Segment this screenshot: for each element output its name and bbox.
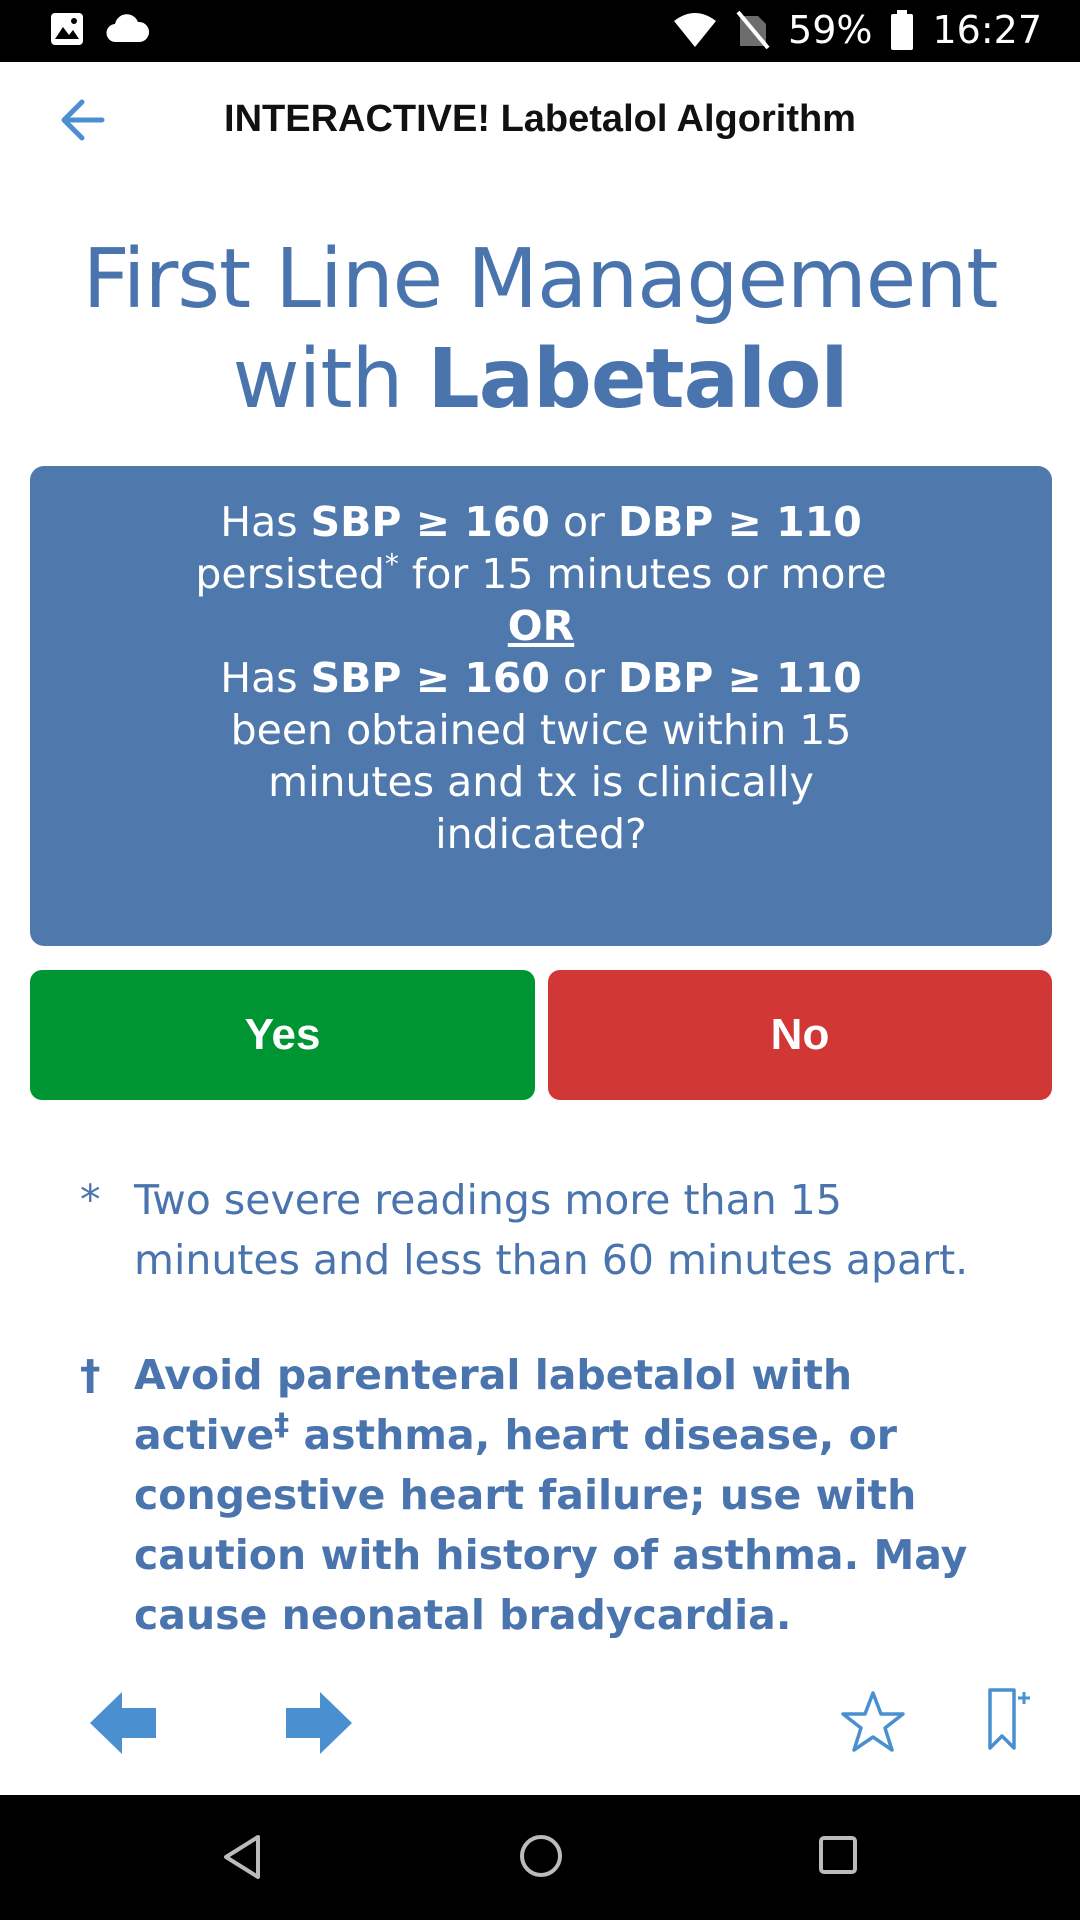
circle-home-icon [518,1833,564,1879]
dbp-threshold: DBP ≥ 110 [617,498,862,546]
system-recents-button[interactable] [818,1833,858,1881]
heading-line-2 [0,330,1080,430]
triangle-back-icon [220,1833,264,1881]
status-bar-notifications [50,12,150,46]
add-bookmark-button[interactable] [984,1686,1034,1756]
square-recents-icon [818,1833,858,1877]
question-line-4 [30,652,1052,704]
dbp-threshold: DBP ≥ 110 [617,654,862,702]
heading-drug: Labetalol [427,332,848,427]
image-notification-icon [50,12,84,46]
heading-prefix: with [232,332,428,427]
cloud-icon [106,14,150,44]
wifi-icon [672,11,718,49]
favorite-button[interactable] [840,1690,906,1758]
footnote-text [134,1345,1020,1645]
footnote-dagger [80,1345,1020,1645]
app-header [0,62,1080,180]
question-box [30,466,1052,946]
question-line-1 [30,496,1052,548]
header-title: INTERACTIVE! Labetalol Algorithm [224,98,856,140]
status-bar [0,0,1080,62]
no-button[interactable]: No [548,970,1052,1100]
prev-arrow-icon [88,1690,158,1756]
previous-page-button[interactable] [88,1690,158,1760]
no-sim-icon [736,10,770,50]
footnote-ref-link[interactable]: ‡ [274,1407,290,1443]
battery-icon [890,10,914,50]
system-back-button[interactable] [220,1833,264,1885]
page-heading [0,230,1080,430]
question-line-7: indicated? [435,810,647,858]
next-arrow-icon [284,1690,354,1756]
star-icon [840,1690,906,1754]
question-text: Has [220,654,311,702]
question-line-2 [30,548,1052,600]
question-text: or [549,498,618,546]
footnote-marker: * [80,1176,101,1224]
system-home-button[interactable] [518,1833,564,1883]
footnote-marker: * [384,547,399,581]
bookmark-add-icon [984,1686,1034,1752]
sbp-threshold: SBP ≥ 160 [310,498,550,546]
footnote-text: Two severe readings more than 15 minutes and less than 60 minutes apart. [134,1176,969,1284]
status-bar-system [672,8,1042,52]
system-nav-bar [0,1795,1080,1920]
heading-line-1: First Line Management [82,232,998,327]
question-line-5: been obtained twice within 15 [230,706,852,754]
question-text: Has [220,498,311,546]
footnote-text-part: asthma, heart disease, or congestive heart failure; use with caution with history of asthma. May cause neonatal bradycardia. [134,1411,968,1639]
bottom-toolbar [0,1650,1080,1795]
next-page-button[interactable] [284,1690,354,1760]
arrow-left-icon [56,92,112,148]
footnote-asterisk [80,1170,1020,1290]
clock: 16:27 [932,8,1042,52]
content [0,180,1080,1650]
question-text: persisted [195,550,385,598]
back-button[interactable] [56,92,112,148]
battery-percent: 59% [788,8,873,52]
question-line-6: minutes and tx is clinically [268,758,814,806]
question-text: for 15 minutes or more [398,550,887,598]
sbp-threshold: SBP ≥ 160 [310,654,550,702]
footnote-text-part: Avoid parenteral labetalol with active [134,1351,853,1459]
or-divider: OR [507,602,575,650]
question-text: or [549,654,618,702]
footnote-marker: † [80,1351,101,1399]
yes-button[interactable]: Yes [30,970,535,1100]
